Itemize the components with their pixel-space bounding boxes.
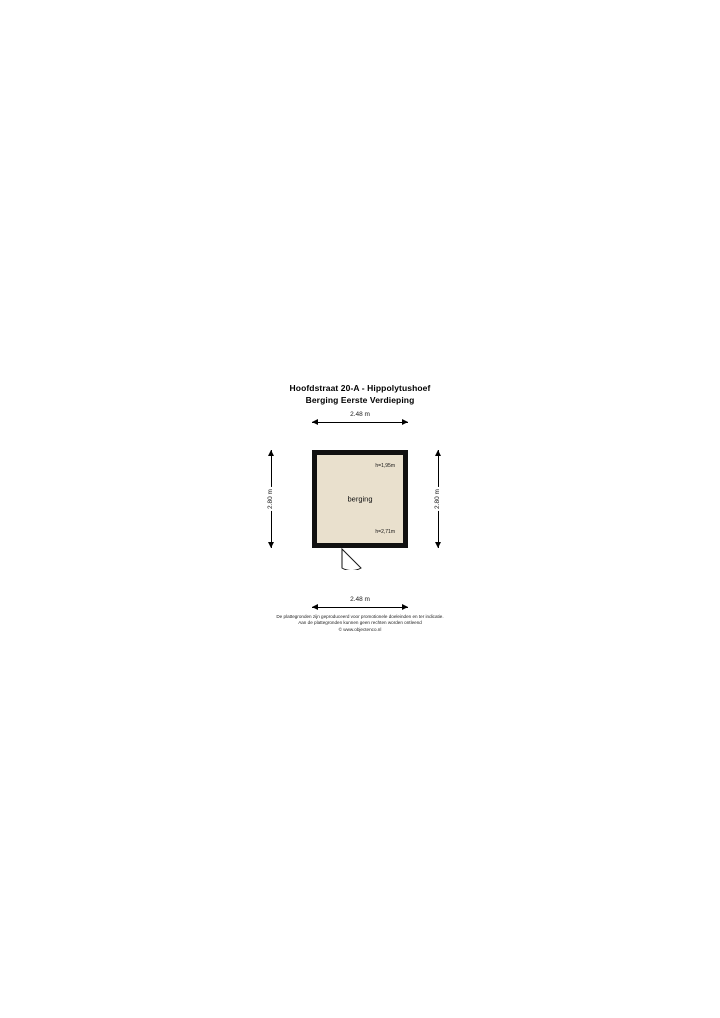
- room-label: berging: [347, 494, 373, 504]
- dimension-bottom-label: 2.48 m: [312, 595, 408, 604]
- dimension-left-label: 2.80 m: [267, 489, 274, 509]
- page-subtitle: Berging Eerste Verdieping: [305, 394, 415, 405]
- dimension-right-label: 2.80 m: [434, 489, 441, 509]
- disclaimer-line-2: Aan de plattegronden kunnen geen rechten worden ontleend: [298, 620, 422, 626]
- dimension-bottom: [312, 598, 408, 612]
- floor-plan: [255, 408, 470, 608]
- dimension-arrow-top: [312, 422, 408, 423]
- disclaimer: [0, 614, 720, 633]
- room-berging: [312, 450, 408, 548]
- page-title: Hoofdstraat 20-A - Hippolytushoef: [289, 383, 431, 393]
- dimension-top: [312, 413, 408, 427]
- copyright-line: © www.objectenco.nl: [338, 626, 382, 632]
- ceiling-height-note-top: h=1,95m: [375, 463, 395, 469]
- dimension-left: [264, 450, 278, 548]
- dimension-arrow-bottom: [312, 607, 408, 608]
- ceiling-height-note-bottom: h=2,71m: [375, 529, 395, 535]
- disclaimer-line-1: De plattegronden zijn geproduceerd voor promotionele doeleinden en ter indicatie.: [276, 614, 444, 619]
- door-swing-icon: [341, 548, 363, 570]
- room-floor: [317, 455, 403, 543]
- plan-title-block: [0, 383, 720, 406]
- dimension-top-label: 2.48 m: [312, 410, 408, 419]
- dimension-right: [431, 450, 445, 548]
